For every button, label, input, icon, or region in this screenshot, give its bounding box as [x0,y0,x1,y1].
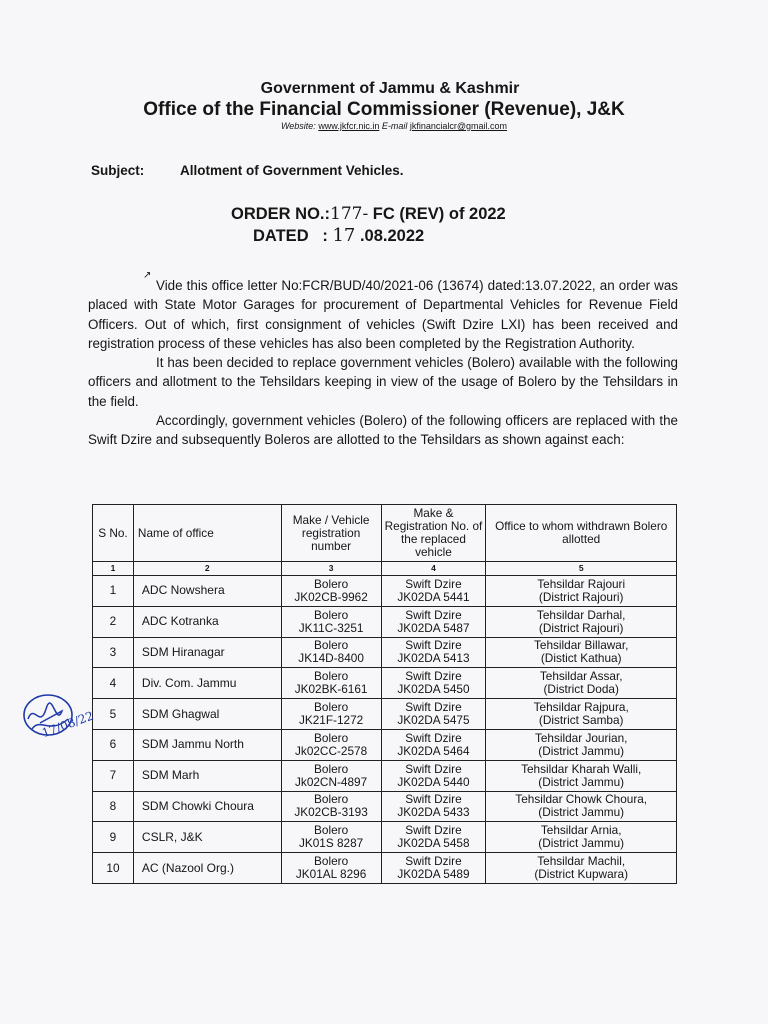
table-row [93,822,677,853]
email-link[interactable]: jkfinancialcr@gmail.com [409,121,508,131]
allotment-cell [486,606,677,637]
subject-line [91,163,404,178]
replaced-vehicle-cell [381,853,486,884]
replaced-make: Swift Dzire [405,700,462,715]
serial-number: 7 [93,760,134,791]
replaced-vehicle-cell [381,699,486,730]
paragraph: It has been decided to replace government vehicles (Bolero) available with the following officers and allotment to the Tehsildars keeping in view of the usage of Bolero by the Tehsildars in the field. [88,355,678,409]
replaced-registration: JK02DA 5441 [397,589,470,604]
office-heading: Office of the Financial Commissioner (Revenue), J&K [143,99,625,120]
allotment-cell [486,576,677,607]
column-header: S No. [93,505,134,562]
vehicle-make: Bolero [314,607,349,622]
vehicle-registration: JK14D-8400 [298,651,364,666]
dated-label: DATED : [253,227,333,245]
replaced-make: Swift Dzire [405,823,462,838]
signature-date: 17/08/22 [40,708,96,741]
tick-mark-icon: ↗ [143,270,152,281]
vehicle-cell [281,760,381,791]
replaced-vehicle-cell [381,576,486,607]
replaced-make: Swift Dzire [405,761,462,776]
column-number: 1 [93,562,134,576]
serial-number: 2 [93,606,134,637]
office-name: ADC Kotranka [133,606,281,637]
allotment-cell [486,760,677,791]
allotted-district: (District Rajouri) [538,589,624,604]
vehicle-make: Bolero [314,823,349,838]
date-rest: .08.2022 [355,227,425,245]
replaced-vehicle-cell [381,791,486,822]
replaced-make: Swift Dzire [405,638,462,653]
office-name: ADC Nowshera [133,576,281,607]
vehicle-registration: JK02CB-9962 [294,589,368,604]
office-name: CSLR, J&K [133,822,281,853]
column-number: 2 [133,562,281,576]
replaced-make: Swift Dzire [405,854,462,869]
office-name: SDM Chowki Choura [133,791,281,822]
column-number: 4 [381,562,486,576]
allotted-tehsildar: Tehsildar Machil, [537,854,626,869]
serial-number: 3 [93,637,134,668]
table-row [93,760,677,791]
contact-line [0,121,768,131]
subject-label: Subject: [91,163,145,178]
vehicle-registration: JK01AL 8296 [295,867,367,882]
allotted-district: (District Doda) [543,682,619,697]
order-date [253,225,424,246]
column-header: Make & Registration No. of the replaced vehicle [381,505,486,562]
serial-number: 6 [93,729,134,760]
table-row [93,791,677,822]
replaced-make: Swift Dzire [405,730,462,745]
office-name: Div. Com. Jammu [133,668,281,699]
replaced-registration: JK02DA 5433 [397,805,470,820]
table-row [93,668,677,699]
serial-number: 1 [93,576,134,607]
allotment-cell [486,853,677,884]
allotted-district: (District Jammu) [538,743,625,758]
order-prefix: ORDER NO.: [231,205,330,223]
vehicle-cell [281,668,381,699]
allotted-tehsildar: Tehsildar Billawar, [533,638,629,653]
vehicle-make: Bolero [314,700,349,715]
replaced-registration: JK02DA 5440 [397,774,470,789]
allotted-district: (District Samba) [538,713,624,728]
order-handwritten-number: 177- [330,204,369,224]
allotted-tehsildar: Tehsildar Jourian, [534,730,628,745]
allotted-tehsildar: Tehsildar Arnia, [540,823,622,838]
vehicle-cell [281,822,381,853]
vehicle-cell [281,637,381,668]
paragraph: Accordingly, government vehicles (Bolero) of the following officers are replaced with the Swift Dzire and subsequently Boleros are allotted to the Tehsildars as shown against each: [88,413,678,448]
allotted-district: (District Jammu) [538,805,625,820]
office-name: AC (Nazool Org.) [133,853,281,884]
paragraph: Vide this office letter No:FCR/BUD/40/2021-06 (13674) dated:13.07.2022, an order was placed with State Motor Garages for procurement of Departmental Vehicles for Revenue Field Officers. Out of which, first consignment of vehicles (Swift Dzire LXI) has been received and registration process of these vehicles has also been completed by the Registration Authority. [88,278,678,351]
table-row [93,576,677,607]
vehicle-cell [281,791,381,822]
allotment-cell [486,729,677,760]
serial-number: 8 [93,791,134,822]
replaced-vehicle-cell [381,822,486,853]
replaced-make: Swift Dzire [405,607,462,622]
table-row [93,853,677,884]
allotted-tehsildar: Tehsildar Chowk Choura, [515,792,648,807]
government-heading: Government of Jammu & Kashmir [260,80,520,97]
vehicle-make: Bolero [314,854,349,869]
table-row [93,606,677,637]
vehicle-registration: Jk02CC-2578 [295,743,368,758]
replaced-registration: JK02DA 5487 [397,620,470,635]
vehicle-cell [281,853,381,884]
column-header: Name of office [133,505,281,562]
column-header: Make / Vehicle registration number [281,505,381,562]
website-link[interactable]: www.jkfcr.nic.in [318,121,380,131]
order-body [88,276,678,450]
allotted-tehsildar: Tehsildar Darhal, [536,607,626,622]
office-name: SDM Ghagwal [133,699,281,730]
vehicle-cell [281,729,381,760]
serial-number: 4 [93,668,134,699]
replaced-registration: JK02DA 5458 [397,836,470,851]
replaced-vehicle-cell [381,668,486,699]
replaced-make: Swift Dzire [405,669,462,684]
office-name: SDM Hiranagar [133,637,281,668]
website-label: Website: [280,121,316,131]
allotted-tehsildar: Tehsildar Rajpura, [533,700,629,715]
table-row [93,729,677,760]
vehicle-cell [281,699,381,730]
email-label: E-mail [381,121,408,131]
replaced-vehicle-cell [381,637,486,668]
vehicle-cell [281,606,381,637]
vehicle-registration: JK01S 8287 [298,836,364,851]
replaced-registration: JK02DA 5475 [397,713,470,728]
order-number [231,204,506,224]
vehicle-make: Bolero [314,576,349,591]
column-number: 5 [486,562,677,576]
vehicle-make: Bolero [314,792,349,807]
table-row [93,699,677,730]
allotted-tehsildar: Tehsildar Kharah Walli, [521,761,642,776]
vehicle-make: Bolero [314,730,349,745]
allotment-cell [486,791,677,822]
allotted-tehsildar: Tehsildar Rajouri [537,576,626,591]
allotted-tehsildar: Tehsildar Assar, [539,669,623,684]
vehicle-make: Bolero [314,638,349,653]
vehicle-registration: JK02BK-6161 [294,682,368,697]
vehicle-registration: JK11C-3251 [298,620,364,635]
allotment-cell [486,668,677,699]
vehicle-make: Bolero [314,761,349,776]
office-name: SDM Jammu North [133,729,281,760]
vehicle-registration: JK21F-1272 [298,713,364,728]
allotment-cell [486,822,677,853]
serial-number: 5 [93,699,134,730]
replaced-make: Swift Dzire [405,576,462,591]
allotted-district: (District Rajouri) [538,620,624,635]
vehicle-allotment-table [92,504,677,884]
column-number-row [93,562,677,576]
allotted-district: (District Jammu) [538,774,625,789]
allotted-district: (District Jammu) [538,836,625,851]
allotment-cell [486,699,677,730]
replaced-vehicle-cell [381,606,486,637]
allotted-district: (Distict Kathua) [540,651,622,666]
vehicle-registration: Jk02CN-4897 [295,774,368,789]
replaced-registration: JK02DA 5464 [397,743,470,758]
allotted-district: (District Kupwara) [534,867,629,882]
serial-number: 9 [93,822,134,853]
serial-number: 10 [93,853,134,884]
column-header: Office to whom withdrawn Bolero allotted [486,505,677,562]
replaced-vehicle-cell [381,760,486,791]
subject-text: Allotment of Government Vehicles. [180,163,404,178]
replaced-vehicle-cell [381,729,486,760]
office-name: SDM Marh [133,760,281,791]
vehicle-cell [281,576,381,607]
replaced-registration: JK02DA 5450 [397,682,470,697]
replaced-registration: JK02DA 5489 [397,867,470,882]
table-row [93,637,677,668]
vehicle-registration: JK02CB-3193 [294,805,368,820]
vehicle-make: Bolero [314,669,349,684]
replaced-registration: JK02DA 5413 [397,651,470,666]
date-handwritten-day: 17 [332,225,356,246]
order-suffix: FC (REV) of 2022 [368,205,506,223]
table-header-row [93,505,677,562]
column-number: 3 [281,562,381,576]
replaced-make: Swift Dzire [405,792,462,807]
allotment-cell [486,637,677,668]
